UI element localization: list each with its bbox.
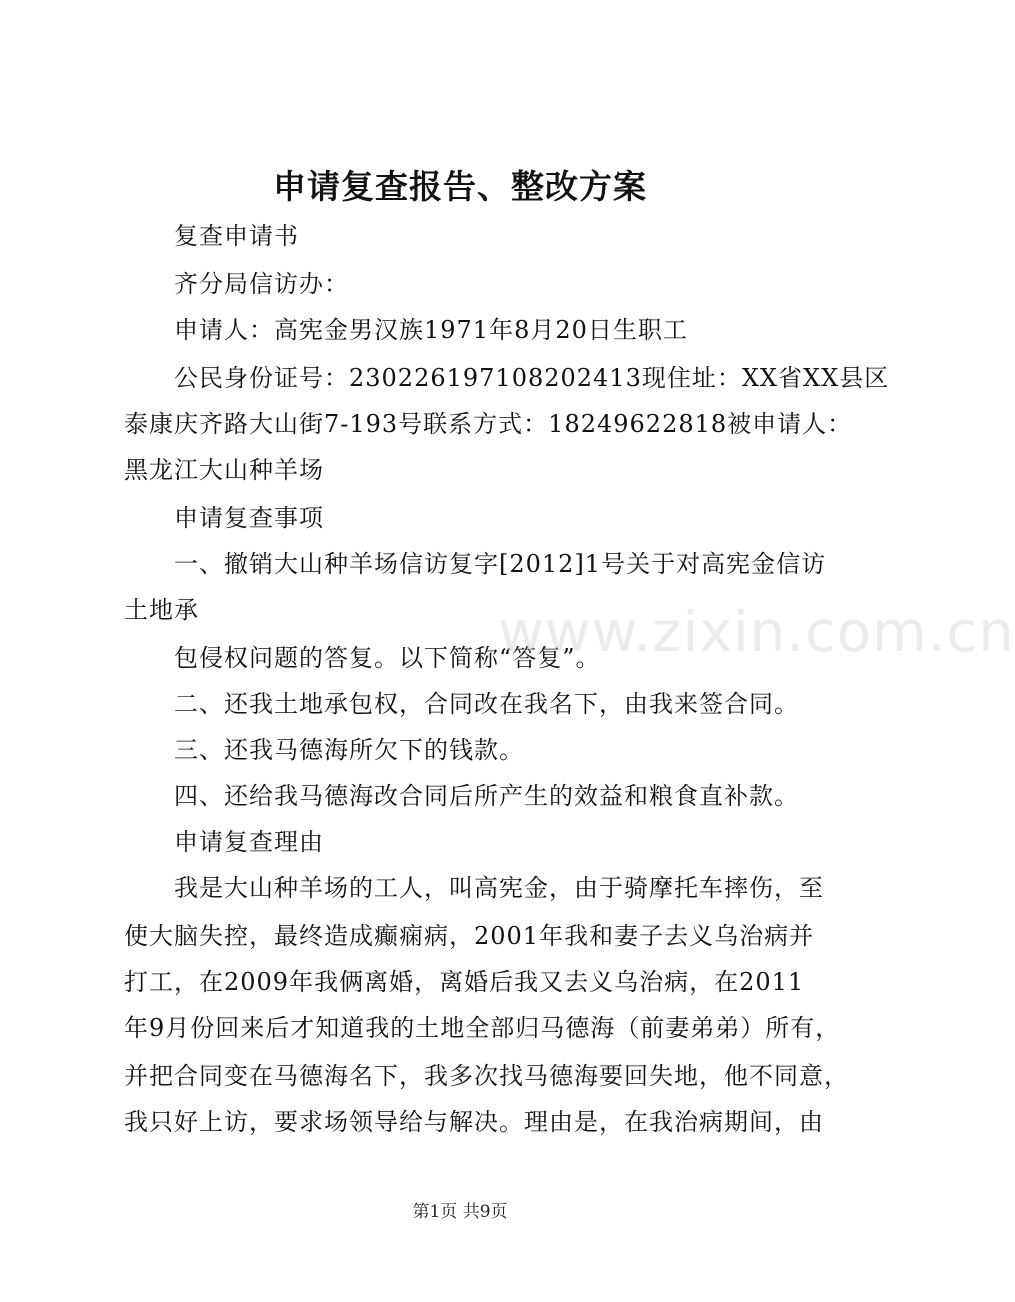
page-footer: 第1页 共9页 (412, 1202, 508, 1222)
respondent-line: 黑龙江大山种羊场 (124, 456, 324, 484)
item-four: 四、还给我马德海改合同后所产生的效益和粮食直补款。 (174, 782, 799, 810)
id-address-line-2: 泰康庆齐路大山街7-193号联系方式：18249622818被申请人： (124, 410, 853, 438)
watermark: www.zixin.com.cn (498, 600, 1015, 665)
item-two: 二、还我土地承包权，合同改在我名下，由我来签合同。 (174, 690, 799, 718)
reason-line-1: 我是大山种羊场的工人，叫高宪金，由于骑摩托车摔伤，至 (174, 874, 824, 902)
section-heading-reasons: 申请复查理由 (174, 828, 324, 856)
heading-application: 复查申请书 (174, 222, 299, 250)
section-heading-items: 申请复查事项 (174, 504, 324, 532)
item-three: 三、还我马德海所欠下的钱款。 (174, 736, 524, 764)
reason-line-3: 打工，在2009年我俩离婚，离婚后我又去义乌治病，在2011 (124, 968, 805, 996)
reason-line-2: 使大脑失控，最终造成癫痫病，2001年我和妻子去义乌治病并 (124, 922, 815, 950)
reason-line-5: 并把合同变在马德海名下，我多次找马德海要回失地，他不同意， (124, 1062, 849, 1090)
document-title: 申请复查报告、整改方案 (273, 167, 647, 206)
id-address-line-1: 公民身份证号：230226197108202413现住址：XX省XX县区 (174, 364, 890, 392)
addressee-line: 齐分局信访办： (174, 270, 349, 298)
item-one-line-3: 包侵权问题的答复。以下简称“答复”。 (174, 644, 601, 672)
reason-line-6: 我只好上访，要求场领导给与解决。理由是，在我治病期间，由 (124, 1108, 824, 1136)
item-one-line-2: 土地承 (124, 596, 199, 624)
applicant-line: 申请人：高宪金男汉族1971年8月20日生职工 (174, 316, 688, 344)
item-one-line-1: 一、撤销大山种羊场信访复字[2012]1号关于对高宪金信访 (174, 550, 827, 578)
reason-line-4: 年9月份回来后才知道我的土地全部归马德海（前妻弟弟）所有， (124, 1014, 841, 1042)
